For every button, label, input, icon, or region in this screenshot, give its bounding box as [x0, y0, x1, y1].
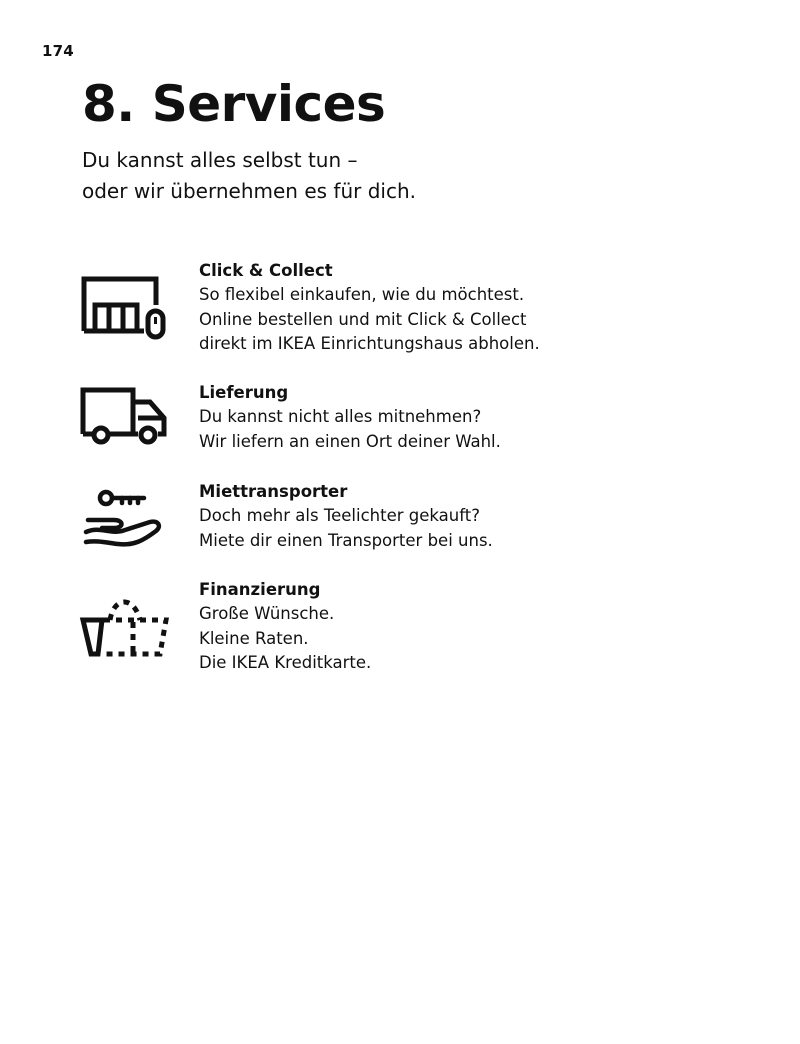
service-text: [199, 259, 759, 357]
subtitle-line: oder wir übernehmen es für dich.: [82, 179, 416, 203]
service-line: Online bestellen und mit Click & Collect: [199, 309, 527, 329]
service-line: Du kannst nicht alles mitnehmen?: [199, 407, 482, 426]
delivery-truck-icon: [78, 385, 170, 457]
service-line: Große Wünsche.: [199, 604, 335, 623]
page-number: 174: [42, 42, 74, 60]
service-text: [199, 381, 759, 454]
service-line: Die IKEA Kreditkarte.: [199, 653, 372, 672]
service-heading: Miettransporter: [199, 482, 348, 501]
store-click-collect-icon: [78, 275, 170, 347]
service-heading: Lieferung: [199, 383, 289, 402]
key-hand-icon: [78, 486, 170, 558]
dotted-basket-icon: [78, 592, 170, 664]
service-heading: Click & Collect: [199, 261, 333, 280]
service-line: Doch mehr als Teelichter gekauft?: [199, 506, 480, 525]
service-line: Kleine Raten.: [199, 628, 309, 648]
page-title: 8. Services: [82, 75, 386, 133]
service-heading: Finanzierung: [199, 580, 321, 599]
subtitle-line: Du kannst alles selbst tun –: [82, 148, 358, 172]
service-text: [199, 578, 759, 676]
service-line: Miete dir einen Transporter bei uns.: [199, 530, 493, 550]
service-line: direkt im IKEA Einrichtungshaus abholen.: [199, 334, 540, 353]
service-line: So flexibel einkaufen, wie du möchtest.: [199, 285, 525, 304]
service-text: [199, 480, 759, 553]
service-line: Wir liefern an einen Ort deiner Wahl.: [199, 431, 501, 451]
page-subtitle: [82, 145, 682, 207]
